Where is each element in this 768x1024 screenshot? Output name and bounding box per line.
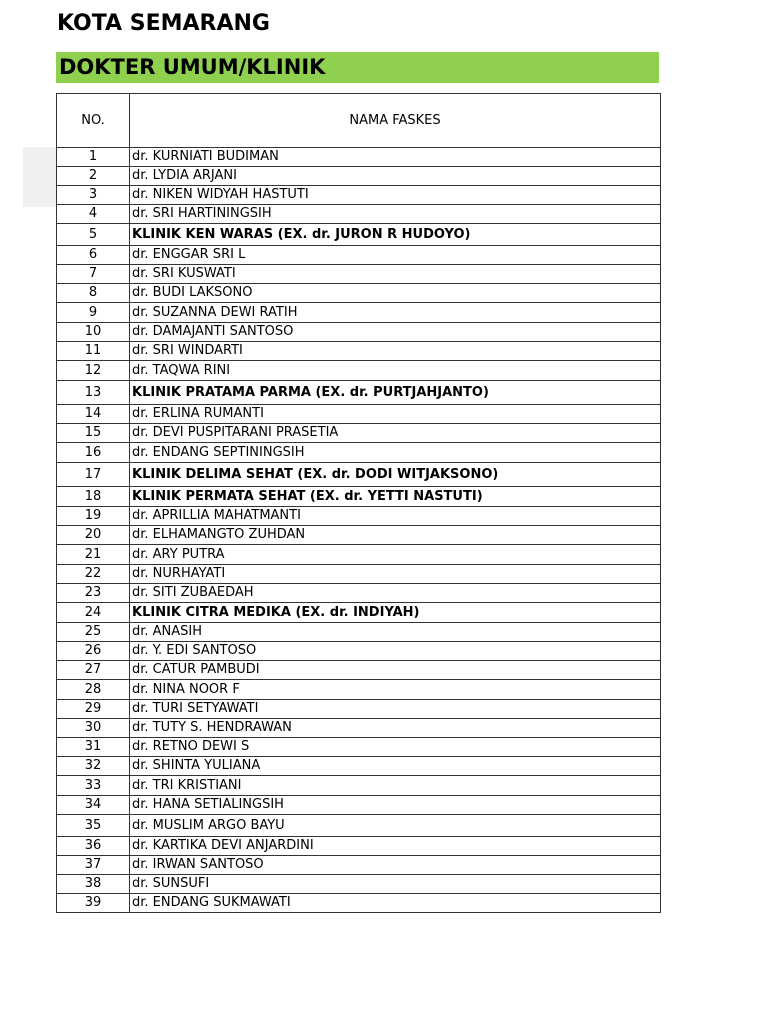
table-row <box>57 265 661 284</box>
row-number: 1 <box>57 148 130 167</box>
faskes-name: dr. LYDIA ARJANI <box>130 167 661 186</box>
row-number: 22 <box>57 565 130 584</box>
faskes-name: dr. BUDI LAKSONO <box>130 284 661 303</box>
row-number: 18 <box>57 487 130 507</box>
row-number: 15 <box>57 424 130 443</box>
table-row <box>57 424 661 443</box>
table-row <box>57 224 661 246</box>
faskes-name: dr. ENGGAR SRI L <box>130 246 661 265</box>
faskes-name: dr. SRI KUSWATI <box>130 265 661 284</box>
table-row <box>57 545 661 565</box>
table-row <box>57 856 661 875</box>
row-number: 31 <box>57 738 130 757</box>
column-header-name: NAMA FASKES <box>130 94 661 148</box>
faskes-name: dr. KURNIATI BUDIMAN <box>130 148 661 167</box>
row-number: 24 <box>57 603 130 623</box>
faskes-name: dr. ERLINA RUMANTI <box>130 405 661 424</box>
row-number: 2 <box>57 167 130 186</box>
table-row <box>57 565 661 584</box>
faskes-name: KLINIK KEN WARAS (EX. dr. JURON R HUDOYO) <box>130 224 661 246</box>
table-row <box>57 642 661 661</box>
table-body <box>57 148 661 913</box>
row-number: 29 <box>57 700 130 719</box>
table-row <box>57 148 661 167</box>
faskes-name: dr. RETNO DEWI S <box>130 738 661 757</box>
table-header-row <box>57 94 661 148</box>
faskes-name: KLINIK DELIMA SEHAT (EX. dr. DODI WITJAKSONO) <box>130 463 661 487</box>
faskes-name: KLINIK CITRA MEDIKA (EX. dr. INDIYAH) <box>130 603 661 623</box>
table-row <box>57 507 661 526</box>
faskes-name: dr. SRI WINDARTI <box>130 342 661 361</box>
table-row <box>57 776 661 796</box>
row-number: 8 <box>57 284 130 303</box>
row-number: 16 <box>57 443 130 463</box>
table-row <box>57 443 661 463</box>
faskes-name: dr. SRI HARTININGSIH <box>130 205 661 224</box>
row-number: 12 <box>57 361 130 381</box>
table-row <box>57 342 661 361</box>
faskes-name: dr. NINA NOOR F <box>130 680 661 700</box>
table-row <box>57 680 661 700</box>
row-number: 34 <box>57 796 130 815</box>
row-number: 10 <box>57 323 130 342</box>
row-number: 14 <box>57 405 130 424</box>
row-number: 25 <box>57 623 130 642</box>
table-row <box>57 603 661 623</box>
table-row <box>57 815 661 837</box>
row-number: 38 <box>57 875 130 894</box>
faskes-name: dr. KARTIKA DEVI ANJARDINI <box>130 837 661 856</box>
faskes-name: dr. SITI ZUBAEDAH <box>130 584 661 603</box>
table-row <box>57 487 661 507</box>
faskes-name: dr. ARY PUTRA <box>130 545 661 565</box>
faskes-name: dr. SHINTA YULIANA <box>130 757 661 776</box>
page-title: KOTA SEMARANG <box>57 11 270 36</box>
faskes-name: dr. TURI SETYAWATI <box>130 700 661 719</box>
section-banner <box>56 52 659 83</box>
table-row <box>57 284 661 303</box>
faskes-name: dr. ANASIH <box>130 623 661 642</box>
row-number: 26 <box>57 642 130 661</box>
table-row <box>57 205 661 224</box>
row-number: 9 <box>57 303 130 323</box>
table-row <box>57 303 661 323</box>
row-number: 5 <box>57 224 130 246</box>
table-row <box>57 837 661 856</box>
table-row <box>57 700 661 719</box>
row-number: 11 <box>57 342 130 361</box>
row-number: 13 <box>57 381 130 405</box>
faskes-name: KLINIK PERMATA SEHAT (EX. dr. YETTI NASTUTI) <box>130 487 661 507</box>
row-number: 28 <box>57 680 130 700</box>
table-row <box>57 719 661 738</box>
table-row <box>57 246 661 265</box>
row-number: 32 <box>57 757 130 776</box>
row-number: 3 <box>57 186 130 205</box>
table-row <box>57 323 661 342</box>
row-number: 20 <box>57 526 130 545</box>
table-row <box>57 361 661 381</box>
faskes-name: dr. NURHAYATI <box>130 565 661 584</box>
faskes-name: dr. TUTY S. HENDRAWAN <box>130 719 661 738</box>
faskes-name: dr. MUSLIM ARGO BAYU <box>130 815 661 837</box>
row-number: 35 <box>57 815 130 837</box>
row-number: 6 <box>57 246 130 265</box>
faskes-name: dr. HANA SETIALINGSIH <box>130 796 661 815</box>
table-row <box>57 875 661 894</box>
table-row <box>57 738 661 757</box>
faskes-table <box>56 93 661 913</box>
faskes-name: dr. TRI KRISTIANI <box>130 776 661 796</box>
faskes-name: dr. SUZANNA DEWI RATIH <box>130 303 661 323</box>
table-row <box>57 186 661 205</box>
column-header-no: NO. <box>57 94 130 148</box>
table-row <box>57 894 661 913</box>
faskes-name: dr. NIKEN WIDYAH HASTUTI <box>130 186 661 205</box>
row-number: 17 <box>57 463 130 487</box>
row-number: 19 <box>57 507 130 526</box>
row-number: 7 <box>57 265 130 284</box>
table-row <box>57 167 661 186</box>
table-row <box>57 463 661 487</box>
faskes-name: dr. ENDANG SEPTININGSIH <box>130 443 661 463</box>
faskes-name: dr. SUNSUFI <box>130 875 661 894</box>
table-row <box>57 623 661 642</box>
row-number: 4 <box>57 205 130 224</box>
faskes-name: dr. IRWAN SANTOSO <box>130 856 661 875</box>
faskes-name: dr. DEVI PUSPITARANI PRASETIA <box>130 424 661 443</box>
row-number: 21 <box>57 545 130 565</box>
row-number: 37 <box>57 856 130 875</box>
table-row <box>57 757 661 776</box>
row-number: 27 <box>57 661 130 680</box>
faskes-name: dr. TAQWA RINI <box>130 361 661 381</box>
row-number: 23 <box>57 584 130 603</box>
row-number: 36 <box>57 837 130 856</box>
row-number: 33 <box>57 776 130 796</box>
table-row <box>57 796 661 815</box>
faskes-name: dr. APRILLIA MAHATMANTI <box>130 507 661 526</box>
table-row <box>57 661 661 680</box>
faskes-name: dr. ELHAMANGTO ZUHDAN <box>130 526 661 545</box>
faskes-name: dr. CATUR PAMBUDI <box>130 661 661 680</box>
row-selection-shade <box>23 147 56 207</box>
table-row <box>57 584 661 603</box>
faskes-name: dr. Y. EDI SANTOSO <box>130 642 661 661</box>
row-number: 30 <box>57 719 130 738</box>
faskes-name: dr. ENDANG SUKMAWATI <box>130 894 661 913</box>
faskes-name: KLINIK PRATAMA PARMA (EX. dr. PURTJAHJANTO) <box>130 381 661 405</box>
table-row <box>57 381 661 405</box>
table-row <box>57 405 661 424</box>
faskes-name: dr. DAMAJANTI SANTOSO <box>130 323 661 342</box>
table-row <box>57 526 661 545</box>
section-title: DOKTER UMUM/KLINIK <box>59 55 326 79</box>
row-number: 39 <box>57 894 130 913</box>
